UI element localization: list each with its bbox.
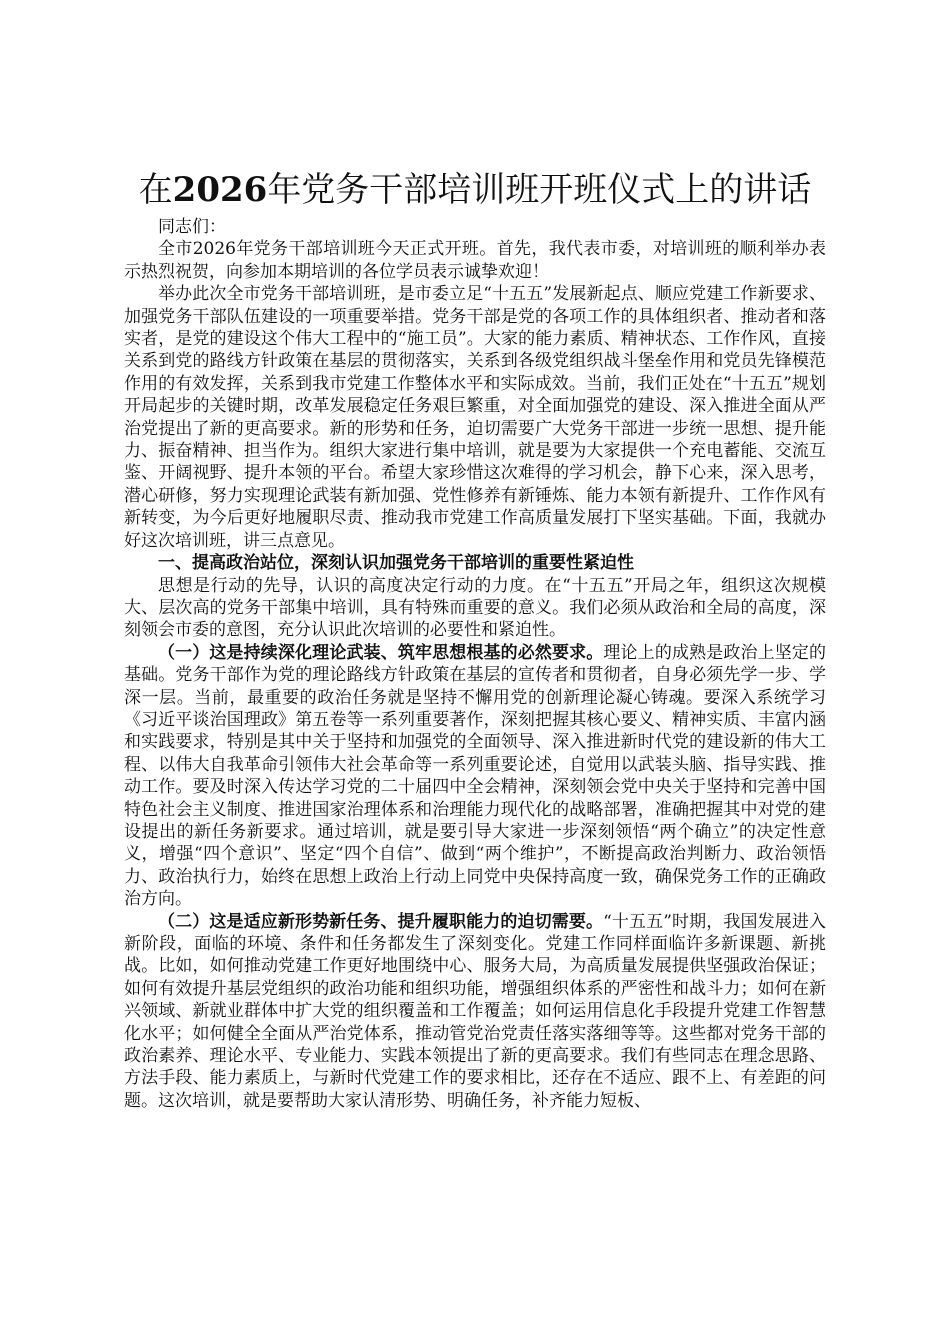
salutation: 同志们： xyxy=(158,217,226,237)
title-suffix: 年党务干部培训班开班仪式上的讲话 xyxy=(267,170,812,210)
title-prefix: 在 xyxy=(138,170,173,210)
document-page xyxy=(124,168,826,1112)
point-1-body: 理论上的成熟是政治上坚定的基础。党务干部作为党的理论路线方针政策在基层的宣传者和贯彻者，自身必须先学一步、学深一层。当前，最重要的政治任务就是坚持不懈用党的创新理论凝心铸魂。要深入系统学习《习近平谈治国理政》第五卷等一系列重要著作，深刻把握其核心要义、精神实质、丰富内涵和实践要求，特别是其中关于坚持和加强党的全面领导、深入推进新时代党的建设新的伟大工程、以伟大自我革命引领伟大社会革命等一系列重要论述，自觉用以武装头脑、指导实践、推动工作。要及时深入传达学习党的二十届四中全会精神，深刻领会党中央关于坚持和完善中国特色社会主义制度、推进国家治理体系和治理能力现代化的战略部署，准确把握其中对党的建设提出的新任务新要求。通过培训，就是要引导大家进一步深刻领悟“两个确立”的决定性意义，增强“四个意识”、坚定“四个自信”、做到“两个维护”，不断提高政治判断力、政治领悟力、政治执行力，始终在思想上政治上行动上同党中央保持高度一致，确保党务工作的正确政治方向。 xyxy=(124,642,827,910)
paragraph-purpose: 举办此次全市党务干部培训班，是市委立足“十五五”发展新起点、顺应党建工作新要求、加强党务干部队伍建设的一项重要举措。党务干部是党的各项工作的具体组织者、推动者和落实者，是党的建设这个伟大工程中的“施工员”。大家的能力素质、精神状态、工作作风，直接关系到党的路线方针政策在基层的贯彻落实，关系到各级党组织战斗堡垒作用和党员先锋模范作用的有效发挥，关系到我市党建工作整体水平和实际成效。当前，我们正处在“十五五”规划开局起步的关键时期，改革发展稳定任务艰巨繁重，对全面加强党的建设、深入推进全面从严治党提出了新的更高要求。新的形势和任务，迫切需要广大党务干部进一步统一思想、提升能力、振奋精神、担当作为。组织大家进行集中培训，就是要为大家提供一个充电蓄能、交流互鉴、开阔视野、提升本领的平台。希望大家珍惜这次难得的学习机会，静下心来，深入思考，潜心研修，努力实现理论武装有新加强、党性修养有新锤炼、能力本领有新提升、工作作风有新转变，为今后更好地履职尽责、推动我市党建工作高质量发展打下坚实基础。下面，我就办好这次培训班，讲三点意见。 xyxy=(124,284,826,551)
paragraph-section-1-intro: 思想是行动的先导，认识的高度决定行动的力度。在“十五五”开局之年，组织这次规模大、层次高的党务干部集中培训，具有特殊而重要的意义。我们必须从政治和全局的高度，深刻领会市委的意图，充分认识此次培训的必要性和紧迫性。 xyxy=(124,575,826,641)
document-title xyxy=(110,168,840,212)
paragraph-opening: 全市2026年党务干部培训班今天正式开班。首先，我代表市委，对培训班的顺利举办表示热烈祝贺，向参加本期培训的各位学员表示诚挚欢迎！ xyxy=(124,239,826,282)
title-year: 2026 xyxy=(172,170,268,210)
point-1-lead: （一）这是持续深化理论武装、筑牢思想根基的必然要求。 xyxy=(158,642,604,663)
paragraph-point-2 xyxy=(124,911,826,1113)
paragraph-point-1 xyxy=(124,642,826,911)
point-2-lead: （二）这是适应新形势新任务、提升履职能力的迫切需要。 xyxy=(158,911,604,932)
section-heading-1: 一、提高政治站位，深刻认识加强党务干部培训的重要性紧迫性 xyxy=(158,553,634,574)
point-2-body: “十五五”时期，我国发展进入新阶段，面临的环境、条件和任务都发生了深刻变化。党建工作同样面临许多新课题、新挑战。比如，如何推动党建工作更好地围绕中心、服务大局，为高质量发展提供坚强政治保证；如何有效提升基层党组织的政治功能和组织功能，增强组织体系的严密性和战斗力；如何在新兴领域、新就业群体中扩大党的组织覆盖和工作覆盖；如何运用信息化手段提升党建工作智慧化水平；如何健全全面从严治党体系，推动管党治党责任落实落细等等。这些都对党务干部的政治素养、理论水平、专业能力、实践本领提出了新的更高要求。我们有些同志在理念思路、方法手段、能力素质上，与新时代党建工作的要求相比，还存在不适应、跟不上、有差距的问题。这次培训，就是要帮助大家认清形势、明确任务，补齐能力短板、 xyxy=(124,911,826,1111)
